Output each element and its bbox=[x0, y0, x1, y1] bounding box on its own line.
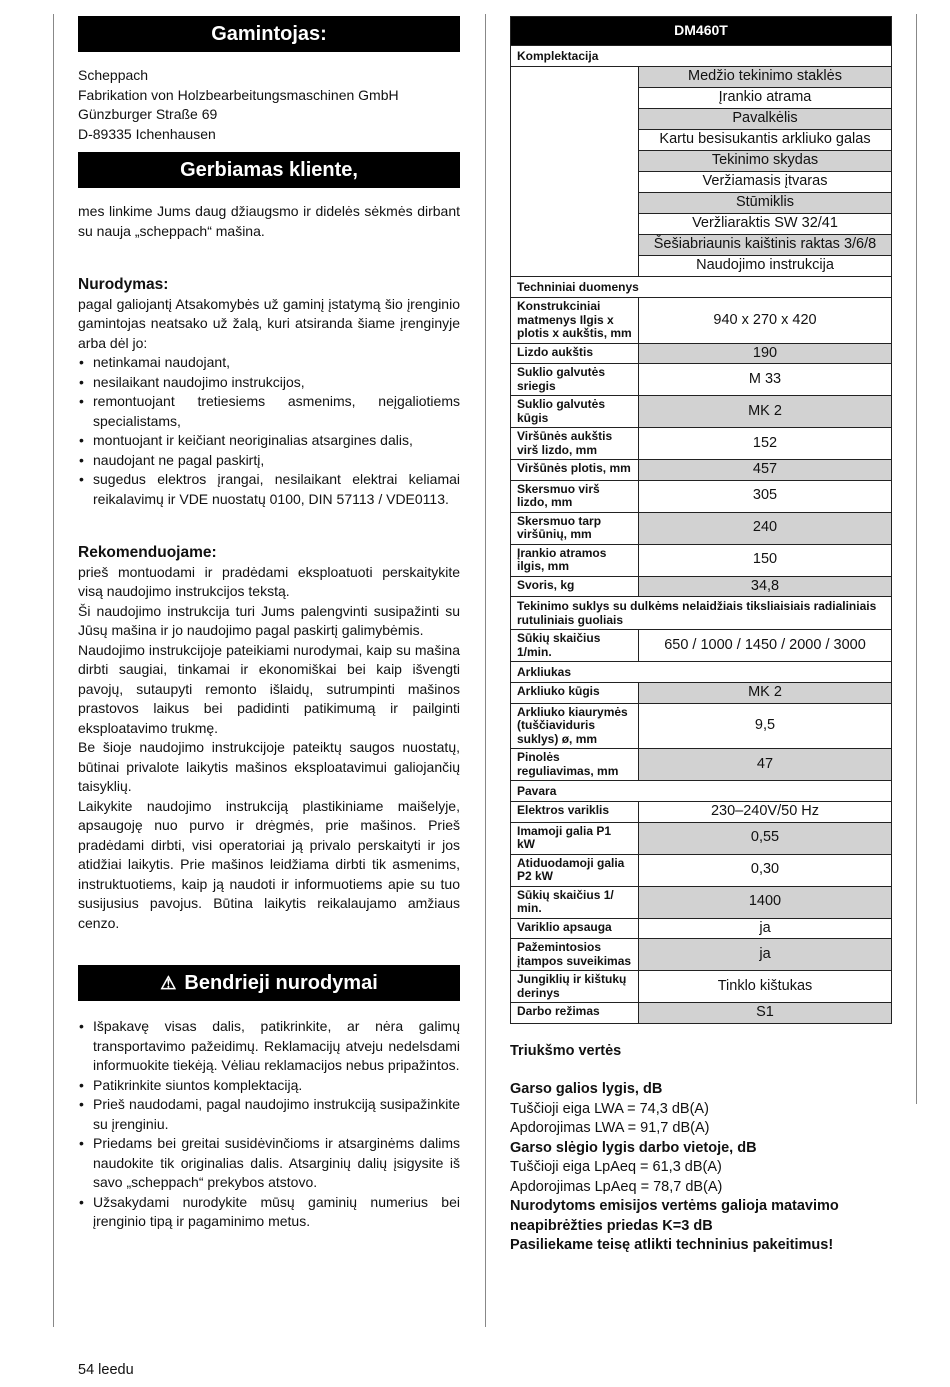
table-row bbox=[511, 480, 892, 512]
list-item: • Išpakavę visas dalis, patikrinkite, ar nėra galimų transportavimo pažeidimų. Reklamacijų atveju nedelsdami informuokite tiekėją. Vėliau reklamacijos nebus pripažintos. bbox=[78, 1017, 460, 1076]
left-column bbox=[78, 16, 460, 1232]
spec-label: Viršūnės aukštis virš lizdo, mm bbox=[511, 428, 639, 460]
spec-value: Tinklo kištukas bbox=[639, 971, 892, 1003]
manufacturer-address bbox=[78, 66, 460, 144]
spec-label: Variklio apsauga bbox=[511, 918, 639, 939]
table-row bbox=[511, 630, 892, 662]
spec-label: Elektros variklis bbox=[511, 802, 639, 823]
spec-value: 152 bbox=[639, 428, 892, 460]
table-row bbox=[511, 683, 892, 704]
sound-pressure-heading: Garso slėgio lygis darbo vietoje, dB bbox=[510, 1139, 757, 1156]
spec-value: 150 bbox=[639, 544, 892, 576]
spec-value: 305 bbox=[639, 480, 892, 512]
noise-heading: Triukšmo vertės bbox=[510, 1042, 622, 1059]
table-row bbox=[511, 703, 892, 749]
list-item: • Užsakydami nurodykite mūsų gaminių numerius bei įrenginio tipą ir pagaminimo metus. bbox=[78, 1193, 460, 1232]
right-margin-line bbox=[916, 14, 917, 1104]
kit-item: Medžio tekinimo staklės bbox=[639, 67, 891, 87]
list-item: • netinkamai naudojant, bbox=[78, 353, 460, 373]
spec-value: 940 x 270 x 420 bbox=[639, 298, 892, 344]
kit-item: Šešiabriaunis kaištinis raktas 3/6/8 bbox=[639, 234, 891, 255]
spindle-heading: Tekinimo suklys su dulkėms nelaidžiais tiksliaisiais radialiniais rutuliniais guoliais bbox=[511, 597, 892, 630]
spec-label: Suklio galvutės kūgis bbox=[511, 396, 639, 428]
list-item: • naudojant ne pagal paskirtį, bbox=[78, 451, 460, 471]
spec-label: Suklio galvutės sriegis bbox=[511, 364, 639, 396]
table-row bbox=[511, 576, 892, 597]
uncertainty-note: Nurodytoms emisijos vertėms galioja matavimo neapibrėžties priedas K=3 dB bbox=[510, 1198, 839, 1234]
table-row bbox=[511, 802, 892, 823]
table-row bbox=[511, 396, 892, 428]
kit-item: Įrankio atrama bbox=[639, 87, 891, 108]
recommend-paragraph: Ši naudojimo instrukcija turi Jums palengvinti susipažinti su Jūsų mašina ir jo naudojimo pagal paskirtį galimybėmis. bbox=[78, 602, 460, 638]
spec-value: MK 2 bbox=[639, 396, 892, 428]
spec-value: 230–240V/50 Hz bbox=[639, 802, 892, 823]
spec-value: ja bbox=[639, 918, 892, 939]
spec-label: Skersmuo tarp viršūnių, mm bbox=[511, 512, 639, 544]
list-item: • Priedams bei greitai susidėvinčioms ir atsarginėms dalims naudokite tik originalias dalis. Atsarginių dalių įsigysite iš savo „scheppach“ prekybos atstovo. bbox=[78, 1134, 460, 1193]
spindle-rows bbox=[511, 630, 892, 662]
table-row bbox=[511, 822, 892, 854]
table-row bbox=[511, 364, 892, 396]
kit-item: Veržliaraktis SW 32/41 bbox=[639, 213, 891, 234]
spec-label: Skersmuo virš lizdo, mm bbox=[511, 480, 639, 512]
sound-pressure-idle: Tuščioji eiga LpAeq = 61,3 dB(A) bbox=[510, 1159, 722, 1175]
table-row bbox=[511, 971, 892, 1003]
sound-power-heading: Garso galios lygis, dB bbox=[510, 1081, 663, 1097]
spec-label: Pažemintosios įtampos suveikimas bbox=[511, 939, 639, 971]
recommend-heading: Rekomenduojame: bbox=[78, 544, 217, 561]
address-line: D-89335 Ichenhausen bbox=[78, 125, 216, 142]
address-line: Günzburger Straße 69 bbox=[78, 106, 218, 122]
warning-triangle-icon: ⚠ bbox=[160, 973, 177, 993]
spec-value: 9,5 bbox=[639, 703, 892, 749]
table-row bbox=[511, 512, 892, 544]
tail-heading: Arkliukas bbox=[511, 662, 892, 683]
page-footer: 54 leedu bbox=[78, 1362, 134, 1378]
general-heading: Bendrieji nurodymai bbox=[184, 972, 378, 994]
spec-value: 457 bbox=[639, 460, 892, 481]
spec-label: Arkliuko kūgis bbox=[511, 683, 639, 704]
list-item: • remontuojant tretiesiems asmenims, neįgaliotiems specialistams, bbox=[78, 392, 460, 431]
spec-label: Arkliuko kiaurymės (tuščiaviduris suklys) ø, mm bbox=[511, 703, 639, 749]
spec-label: Sūkių skaičius 1/ min. bbox=[511, 886, 639, 918]
kit-spacer bbox=[511, 67, 639, 277]
center-line bbox=[485, 14, 486, 1327]
list-item: • nesilaikant naudojimo instrukcijos, bbox=[78, 373, 460, 393]
spec-value: 240 bbox=[639, 512, 892, 544]
tail-rows bbox=[511, 683, 892, 781]
spec-value: M 33 bbox=[639, 364, 892, 396]
model-heading: DM460T bbox=[511, 17, 892, 46]
intro-text: mes linkime Jums daug džiaugsmo ir didelės sėkmės dirbant su nauja „scheppach“ mašina. bbox=[78, 203, 460, 239]
spec-label: Lizdo aukštis bbox=[511, 343, 639, 364]
drive-rows bbox=[511, 802, 892, 1024]
spec-label: Svoris, kg bbox=[511, 576, 639, 597]
general-heading-bar bbox=[78, 965, 460, 1001]
kit-item: Naudojimo instrukcija bbox=[639, 255, 891, 276]
spec-label: Viršūnės plotis, mm bbox=[511, 460, 639, 481]
table-row bbox=[511, 298, 892, 344]
recommend-paragraph: Naudojimo instrukcijoje pateikiami nurodymai, kaip su mašina dirbti saugiai, tinkamai ir ekonomiškai bei kaip išvengti pavojų, sutaupyti remonto išlaidų, sutrumpinti mašinos prastovos laikus bei padidinti patikimumą ir pailginti eksploatavimo trukmę. bbox=[78, 641, 460, 736]
spec-label: Jungiklių ir kištukų derinys bbox=[511, 971, 639, 1003]
spec-label: Įrankio atramos ilgis, mm bbox=[511, 544, 639, 576]
sound-pressure-load: Apdorojimas LpAeq = 78,7 dB(A) bbox=[510, 1178, 723, 1195]
table-row bbox=[511, 749, 892, 781]
kit-item: Veržiamasis įtvaras bbox=[639, 171, 891, 192]
address-line: Scheppach bbox=[78, 67, 149, 83]
spec-value: 34,8 bbox=[639, 576, 892, 597]
spec-label: Imamoji galia P1 kW bbox=[511, 822, 639, 854]
manufacturer-heading: Gamintojas: bbox=[78, 16, 460, 52]
table-row bbox=[511, 918, 892, 939]
table-row bbox=[511, 343, 892, 364]
general-list bbox=[78, 1017, 460, 1232]
table-row bbox=[511, 460, 892, 481]
kit-item: Stūmiklis bbox=[639, 192, 891, 213]
table-row bbox=[511, 939, 892, 971]
kit-item: Tekinimo skydas bbox=[639, 150, 891, 171]
kit-heading: Komplektacija bbox=[511, 46, 892, 67]
recommend-paragraph: Be šioje naudojimo instrukcijoje pateiktų saugos nuostatų, būtinai privalote laikytis mašinos eksploatavimui galiojančių taisyklių. bbox=[78, 739, 460, 794]
list-item: • montuojant ir keičiant neoriginalias atsargines dalis, bbox=[78, 431, 460, 451]
spec-value: 1400 bbox=[639, 886, 892, 918]
kit-item: Pavalkėlis bbox=[639, 108, 891, 129]
noise-section bbox=[510, 1042, 892, 1256]
reserve-note: Pasiliekame teisę atlikti techninius pakeitimus! bbox=[510, 1237, 834, 1253]
recommend-paragraph: prieš montuodami ir pradėdami eksploatuoti perskaitykite visą naudojimo instrukcijos tekstą. bbox=[78, 563, 460, 599]
note-text: pagal galiojantį Atsakomybės už gaminį įstatymą šio įrenginio gamintojas neatsako už žalą, kuri atsiranda šiame įrenginyje arba dėl jo: bbox=[78, 295, 460, 351]
spec-label: Konstrukciniai matmenys Ilgis x plotis x aukštis, mm bbox=[511, 298, 639, 344]
address-line: Fabrikation von Holzbearbeitungsmaschinen GmbH bbox=[78, 86, 399, 103]
recommend-paragraph: Laikykite naudojimo instrukciją plastikiniame maišelyje, apsaugoję nuo purvo ir drėgmės, prie mašinos. Prieš pradėdami dirbti, visi operatoriai ją privalo perskaityti ir jos atidžiai laikytis. Prie mašinos leidžiama dirbti tik asmenims, instruktuotiems, kaip ją naudoti ir informuotiems apie su tuo susijusius pavojus. Būtina laikytis reikalaujamo amžiaus cenzo. bbox=[78, 797, 460, 931]
spec-label: Atiduodamoji galia P2 kW bbox=[511, 854, 639, 886]
spec-value: 650 / 1000 / 1450 / 2000 / 3000 bbox=[639, 630, 892, 662]
note-list bbox=[78, 353, 460, 509]
spec-value: S1 bbox=[639, 1003, 892, 1024]
spec-value: 0,55 bbox=[639, 822, 892, 854]
spec-value: MK 2 bbox=[639, 683, 892, 704]
table-row bbox=[511, 886, 892, 918]
drive-heading: Pavara bbox=[511, 781, 892, 802]
right-column bbox=[510, 16, 892, 1256]
spec-value: 190 bbox=[639, 343, 892, 364]
table-row bbox=[511, 854, 892, 886]
spec-label: Pinolės reguliavimas, mm bbox=[511, 749, 639, 781]
note-heading: Nurodymas: bbox=[78, 276, 169, 293]
spec-label: Darbo režimas bbox=[511, 1003, 639, 1024]
spec-value: ja bbox=[639, 939, 892, 971]
table-row bbox=[511, 1003, 892, 1024]
spec-table bbox=[510, 16, 892, 1024]
list-item: • sugedus elektros įrangai, nesilaikant elektrai keliamai reikalavimų ir VDE nuostatų 0100, DIN 57113 / VDE0113. bbox=[78, 470, 460, 509]
kit-list bbox=[639, 67, 891, 276]
sound-power-idle: Tuščioji eiga LWA = 74,3 dB(A) bbox=[510, 1100, 709, 1117]
spec-value: 47 bbox=[639, 749, 892, 781]
tech-rows bbox=[511, 298, 892, 597]
sound-power-load: Apdorojimas LWA = 91,7 dB(A) bbox=[510, 1120, 710, 1136]
list-item: • Prieš naudodami, pagal naudojimo instrukciją susipažinkite su įrenginiu. bbox=[78, 1095, 460, 1134]
kit-list-cell bbox=[639, 67, 892, 277]
dear-customer-heading: Gerbiamas kliente, bbox=[78, 152, 460, 188]
left-margin-line bbox=[53, 14, 54, 1327]
tech-heading: Techniniai duomenys bbox=[511, 277, 892, 298]
spec-label: Sūkių skaičius 1/min. bbox=[511, 630, 639, 662]
list-item: • Patikrinkite siuntos komplektaciją. bbox=[78, 1076, 460, 1096]
spec-value: 0,30 bbox=[639, 854, 892, 886]
table-row bbox=[511, 428, 892, 460]
kit-item: Kartu besisukantis arkliuko galas bbox=[639, 129, 891, 150]
table-row bbox=[511, 544, 892, 576]
